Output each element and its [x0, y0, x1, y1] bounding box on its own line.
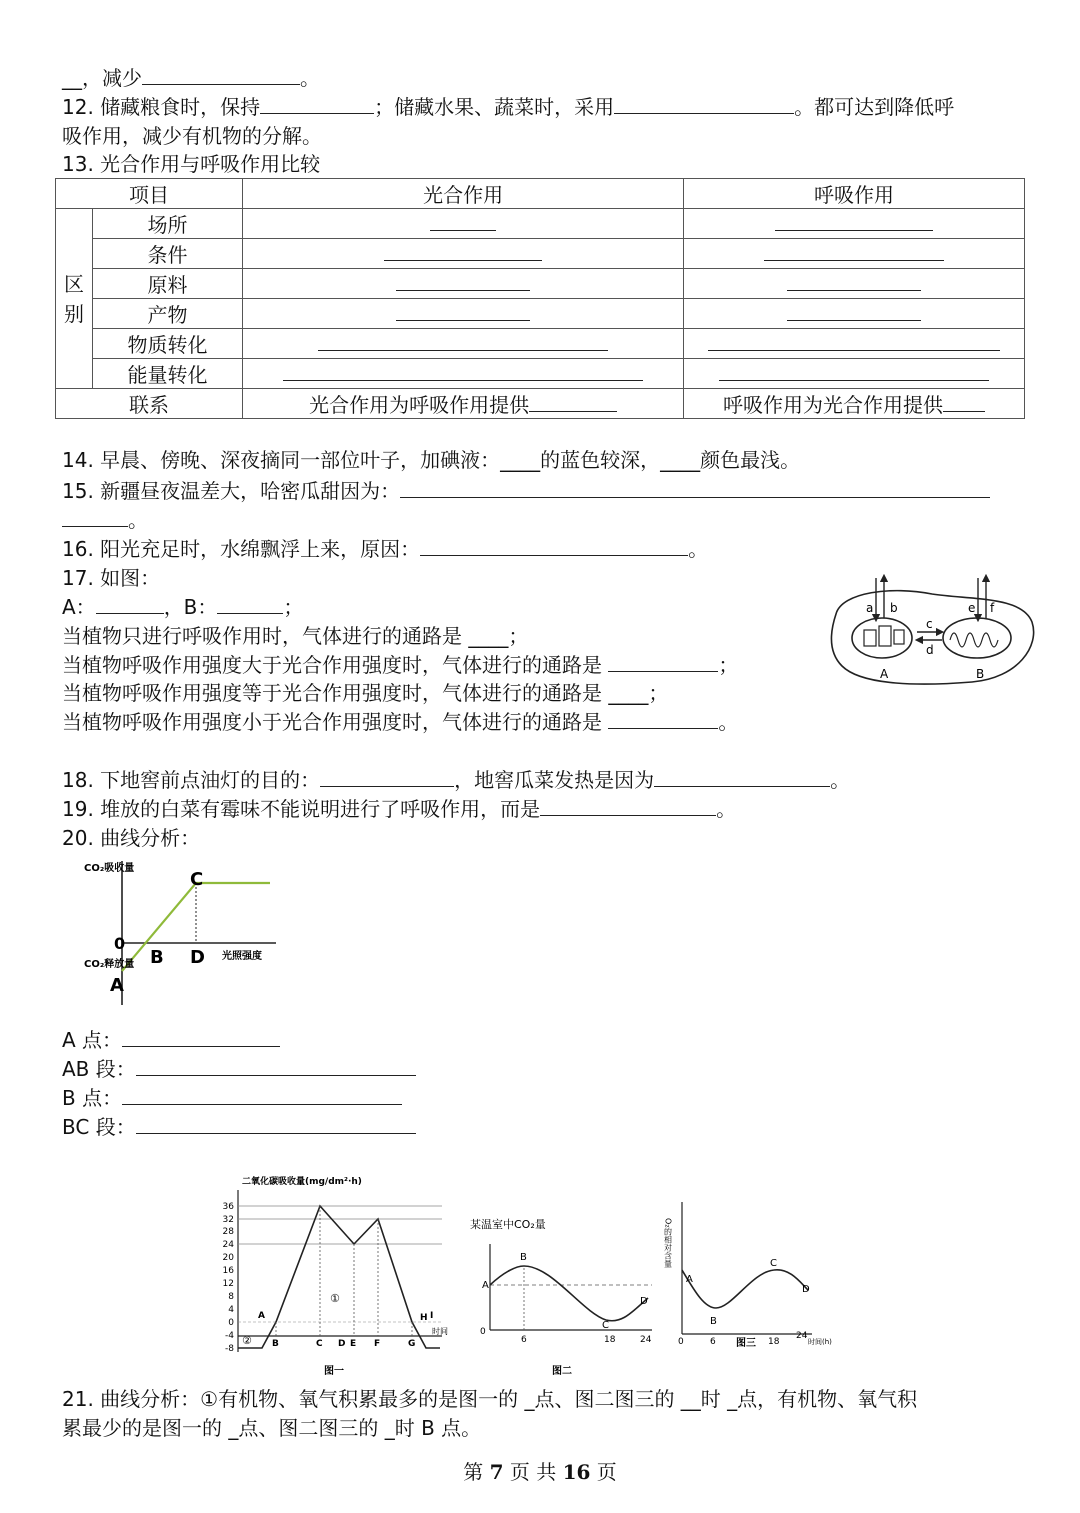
- table-group-difference: 区别: [56, 209, 93, 389]
- table-link-label: 联系: [56, 389, 243, 419]
- table-cell-blank[interactable]: [684, 329, 1025, 359]
- g2-title: 某温室中CO₂量: [470, 1218, 546, 1231]
- y-bottom-label: CO₂释放量: [84, 959, 135, 970]
- question-20-B: B 点：: [62, 1084, 402, 1112]
- question-16: 16. 阳光充足时，水绵飘浮上来，原因： 。: [62, 537, 709, 561]
- question-17: 17. 如图：: [62, 566, 161, 590]
- label-f: f: [990, 601, 995, 615]
- g1-region-2: ②: [242, 1334, 252, 1347]
- answer-blank[interactable]: [608, 710, 718, 729]
- g3-x-label: 时间(h): [808, 1338, 832, 1346]
- graph-2: [470, 1217, 652, 1377]
- table-cell-blank[interactable]: [243, 329, 684, 359]
- table-cell-blank[interactable]: [684, 209, 1025, 239]
- svg-text:E: E: [350, 1339, 357, 1349]
- svg-text:C: C: [770, 1258, 777, 1269]
- co2-light-curve-figure: [80, 855, 280, 1015]
- g2-points: [482, 1252, 648, 1331]
- label-e: e: [968, 601, 976, 615]
- table-cell-blank[interactable]: [684, 359, 1025, 389]
- g3-curve: [682, 1270, 808, 1308]
- svg-text:8: 8: [228, 1292, 234, 1302]
- g1-x-label: 时间: [432, 1327, 448, 1336]
- graph-3: [664, 1202, 833, 1349]
- svg-text:36: 36: [222, 1202, 234, 1212]
- svg-text:A: A: [258, 1311, 265, 1321]
- table-cell-blank[interactable]: [684, 239, 1025, 269]
- answer-blank[interactable]: [122, 1086, 402, 1105]
- answer-blank[interactable]: [62, 508, 128, 527]
- svg-text:A: A: [482, 1280, 489, 1291]
- svg-text:16: 16: [222, 1266, 234, 1276]
- label-d: d: [926, 643, 934, 657]
- page-total: 16: [562, 1460, 591, 1484]
- svg-text:B: B: [520, 1252, 527, 1263]
- table-row-label: 场所: [93, 209, 243, 239]
- page-footer: 第 7 页 共 16 页: [463, 1460, 617, 1484]
- question-18: 18. 下地窖前点油灯的目的： ，地窖瓜菜发热是因为 。: [62, 768, 851, 792]
- g3-points: [686, 1258, 810, 1327]
- chloroplast: [852, 618, 912, 658]
- table-cell-blank[interactable]: [243, 209, 684, 239]
- g1-points: [258, 1311, 433, 1349]
- table-link-left: 光合作用为呼吸作用提供: [243, 389, 684, 419]
- table-row-label: 物质转化: [93, 329, 243, 359]
- g1-caption: 图一: [324, 1366, 344, 1377]
- answer-blank[interactable]: [96, 595, 164, 614]
- svg-text:0: 0: [228, 1318, 234, 1328]
- answer-blank[interactable]: [654, 768, 830, 787]
- svg-text:-4: -4: [225, 1331, 234, 1341]
- answer-blank[interactable]: [217, 595, 283, 614]
- g3-y-label: O₂的相对含量: [663, 1218, 673, 1268]
- label-B: B: [976, 667, 985, 681]
- svg-text:28: 28: [222, 1227, 234, 1237]
- mitochondrion: [943, 618, 1011, 658]
- svg-text:0: 0: [480, 1327, 486, 1337]
- question-15-cont: 。: [62, 506, 148, 534]
- question-12-cont: 吸作用，减少有机物的分解。: [62, 124, 322, 148]
- question-17-4: 当植物呼吸作用强度小于光合作用强度时，气体进行的通路是 。: [62, 710, 739, 734]
- svg-text:-8: -8: [225, 1344, 234, 1354]
- line-q11-end: __，减少 。: [62, 66, 320, 90]
- cell-outline: [831, 591, 1033, 684]
- svg-text:D: D: [640, 1296, 648, 1307]
- table-header-respiration: 呼吸作用: [684, 179, 1025, 209]
- question-20-AB: AB 段：: [62, 1055, 416, 1083]
- answer-blank[interactable]: [320, 768, 454, 787]
- table-row-label: 条件: [93, 239, 243, 269]
- question-21-cont: 累最少的是图一的 _点、图二图三的 _时 B 点。: [62, 1416, 482, 1440]
- table-cell-blank[interactable]: [243, 269, 684, 299]
- question-20-A: A 点：: [62, 1026, 280, 1054]
- table-cell-blank[interactable]: [684, 299, 1025, 329]
- svg-text:0: 0: [678, 1337, 684, 1347]
- question-20-BC: BC 段：: [62, 1113, 416, 1141]
- g2-curve: [490, 1266, 648, 1321]
- answer-blank[interactable]: [608, 653, 718, 672]
- table-header-photosynthesis: 光合作用: [243, 179, 684, 209]
- svg-text:C: C: [602, 1320, 609, 1331]
- g1-title: 二氧化碳吸收量(mg/dm²·h): [242, 1177, 362, 1187]
- table-cell-blank[interactable]: [243, 299, 684, 329]
- answer-blank[interactable]: [400, 479, 990, 498]
- label-c: c: [926, 617, 933, 631]
- svg-text:B: B: [272, 1339, 279, 1349]
- label-A: A: [880, 667, 889, 681]
- svg-text:6: 6: [521, 1335, 527, 1345]
- answer-blank[interactable]: [260, 95, 374, 114]
- svg-text:I: I: [430, 1311, 434, 1321]
- svg-text:4: 4: [228, 1305, 234, 1315]
- point-C: C: [190, 869, 204, 890]
- svg-text:G: G: [408, 1339, 416, 1349]
- table-row-label: 原料: [93, 269, 243, 299]
- svg-text:24: 24: [796, 1331, 808, 1341]
- table-link-right: 呼吸作用为光合作用提供: [684, 389, 1025, 419]
- question-13: 13. 光合作用与呼吸作用比较: [62, 152, 321, 176]
- answer-blank[interactable]: [943, 395, 985, 412]
- svg-text:A: A: [686, 1274, 693, 1285]
- table-cell-blank[interactable]: [684, 269, 1025, 299]
- g2-caption: 图二: [552, 1366, 572, 1377]
- question-17-1: 当植物只进行呼吸作用时，气体进行的通路是 ____；: [62, 624, 529, 648]
- svg-text:H: H: [420, 1313, 428, 1323]
- question-12: 12. 储藏粮食时，保持 ；储藏水果、蔬菜时，采用 。都可达到降低呼: [62, 95, 955, 119]
- svg-text:18: 18: [768, 1337, 780, 1347]
- answer-blank[interactable]: [122, 1028, 280, 1047]
- svg-text:24: 24: [640, 1335, 652, 1345]
- svg-text:6: 6: [710, 1337, 716, 1347]
- point-A: A: [110, 975, 124, 996]
- answer-blank[interactable]: [136, 1057, 416, 1076]
- svg-text:12: 12: [222, 1279, 234, 1289]
- answer-blank[interactable]: [136, 1115, 416, 1134]
- question-17-3: 当植物呼吸作用强度等于光合作用强度时，气体进行的通路是 ____；: [62, 681, 669, 705]
- svg-text:D: D: [338, 1339, 346, 1349]
- y-top-label: CO₂吸收量: [84, 863, 135, 874]
- answer-blank[interactable]: [142, 66, 300, 85]
- question-17-2: 当植物呼吸作用强度大于光合作用强度时，气体进行的通路是 ；: [62, 653, 739, 677]
- three-graphs-figure: [212, 1172, 842, 1382]
- table-row-label: 能量转化: [93, 359, 243, 389]
- graph-1: [223, 1175, 448, 1377]
- answer-blank[interactable]: [529, 395, 617, 412]
- g3-caption: 图三: [736, 1338, 756, 1349]
- svg-text:B: B: [710, 1316, 717, 1327]
- table-row-label: 产物: [93, 299, 243, 329]
- question-15: 15. 新疆昼夜温差大，哈密瓜甜因为：: [62, 477, 990, 505]
- origin-label: 0: [114, 934, 126, 953]
- svg-text:24: 24: [222, 1240, 234, 1250]
- question-14: 14. 早晨、傍晚、深夜摘同一部位叶子，加碘液：____的蓝色较深，____颜色最浅。: [62, 448, 801, 472]
- point-B: B: [150, 947, 164, 968]
- question-17-ab: A： ，B： ；: [62, 595, 304, 619]
- comparison-table: [55, 178, 1025, 419]
- table-header-item: 项目: [56, 179, 243, 209]
- question-19: 19. 堆放的白菜有霉味不能说明进行了呼吸作用，而是 。: [62, 797, 737, 821]
- x-axis-label: 光照强度: [222, 951, 262, 962]
- svg-text:F: F: [374, 1339, 381, 1349]
- svg-text:C: C: [316, 1339, 323, 1349]
- point-D: D: [190, 947, 205, 968]
- page-number: 7: [489, 1460, 504, 1484]
- table-cell-blank[interactable]: [243, 359, 684, 389]
- answer-blank[interactable]: [614, 95, 794, 114]
- question-20: 20. 曲线分析：: [62, 826, 201, 850]
- g1-curve: [238, 1206, 440, 1348]
- answer-blank[interactable]: [420, 537, 688, 556]
- table-cell-blank[interactable]: [243, 239, 684, 269]
- question-21: 21. 曲线分析：①有机物、氧气积累最多的是图一的 _点、图二图三的 __时 _点，有机物、氧气积: [62, 1387, 918, 1411]
- label-b: b: [890, 601, 898, 615]
- label-a: a: [866, 601, 874, 615]
- svg-text:32: 32: [222, 1215, 234, 1225]
- g1-y-ticks: [223, 1202, 235, 1354]
- svg-text:20: 20: [222, 1253, 234, 1263]
- answer-blank[interactable]: [540, 797, 716, 816]
- svg-text:18: 18: [604, 1335, 616, 1345]
- svg-text:D: D: [802, 1284, 810, 1295]
- g1-region-1: ①: [330, 1292, 340, 1305]
- cell-organelle-figure: [822, 574, 1040, 690]
